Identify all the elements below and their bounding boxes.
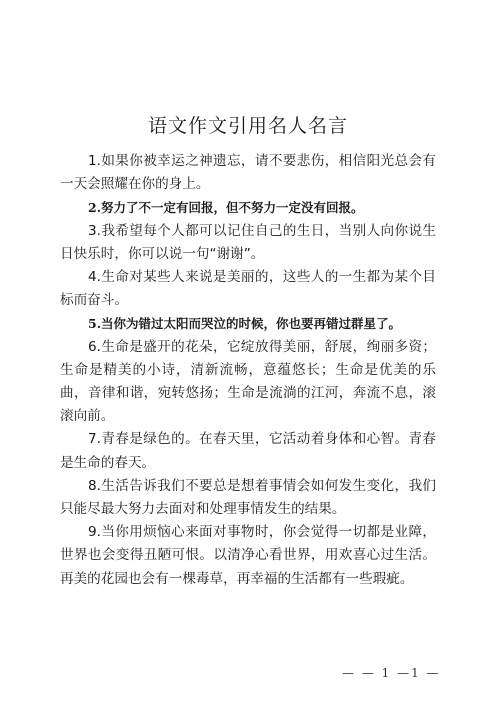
paragraph-7: 7.青春是绿色的。在春天里，它活动着身体和心智。青春是生命的春天。	[60, 431, 436, 471]
paragraph-8: 8.生活告诉我们不要总是想着事情会如何发生变化，我们只能尽最大努力去面对和处理事情发生的结果。	[60, 477, 436, 518]
page-number-footer: — — 1 —1 —	[342, 666, 441, 680]
paragraph-1: 1.如果你被幸运之神遗忘，请不要悲伤，相信阳光总会有一天会照耀在你的身上。	[60, 153, 436, 193]
paragraph-6: 6.生命是盛开的花朵，它绽放得美丽，舒展，绚丽多资；生命是精美的小诗，清新流畅，意蕴悠长；生命是优美的乐曲，音律和谐，宛转悠扬；生命是流淌的江河，奔流不息，滚滚向前。	[60, 338, 436, 425]
paragraph-5: 5.当你为错过太阳而哭泣的时候，你也要再错过群星了。	[88, 316, 402, 332]
document-body	[60, 150, 436, 591]
paragraph-2: 2.努力了不一定有回报，但不努力一定没有回报。	[88, 200, 364, 216]
paragraph-3: 3.我希望每个人都可以记住自己的生日，当别人向你说生日快乐时，你可以说一句“谢谢”。	[60, 222, 436, 262]
document-title: 语文作文引用名人名言	[147, 115, 348, 137]
paragraph-4: 4.生命对某些人来说是美丽的，这些人的一生都为某个目标而奋斗。	[60, 269, 436, 309]
paragraph-9: 9.当你用烦恼心来面对事物时，你会觉得一切都是业障，世界也会变得丑陋可恨。以清净心看世界，用欢喜心过生活。再美的花园也会有一棵毒草，再幸福的生活都有一些瑕疵。	[60, 524, 436, 587]
